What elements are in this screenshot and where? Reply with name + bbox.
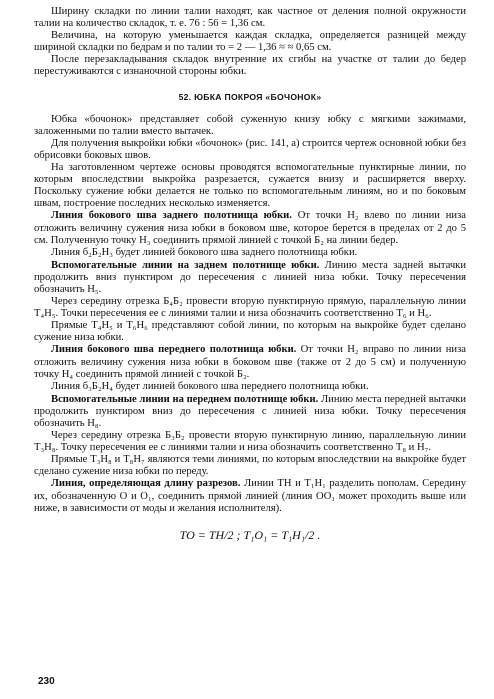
paragraph: После перезакладывания складок внутренние их сгибы на участке от талии до бедер перестуживаются с изнаночной стороны юбки. bbox=[34, 54, 466, 78]
page-body bbox=[34, 6, 466, 541]
subheading: Линия бокового шва заднего полотнища юбки. bbox=[51, 210, 292, 222]
formula: TO = TH/2 ; T₁O₁ = T₁H₁/2 . bbox=[179, 527, 321, 542]
paragraph-text: От точки H₂ вправо по линии низа отложить величину сужения низа юбки в боковом шве (также от 2 до 5 см) и полученную точку H₄ соединить прямой линией с точкой Б₂. bbox=[34, 344, 466, 380]
paragraph: Через середину отрезка Б₃Б₂ провести вторую пунктирную линию, параллельную линии T₃H₈. Точку пересечения ее с линиями талии и низа обозначить соответственно T₈ и H₇. bbox=[34, 430, 466, 454]
section-heading: 52. ЮБКА ПОКРОЯ «БОЧОНОК» bbox=[178, 91, 322, 102]
paragraph: Величина, на которую уменьшается каждая складка, определяется разницей между шириной складки по бедрам и по талии то = 2 — 1,36 ≈ ≈ 0,65 см. bbox=[34, 30, 466, 54]
paragraph-text: Линию места задней вытачки продолжить вниз пунктиром до пересечения с линией низа юбки. Точку пересечения обозначить H₅. bbox=[34, 259, 467, 295]
paragraph: Линия б₃Б₂H₄ будет линией бокового шва переднего полотнища юбки. bbox=[51, 380, 369, 392]
paragraph-text: От точки H₂ влево по линии низа отложить величину сужения низа юбки в боковом шве, которое берется в пределах от 2 до 5 см. Полученную точку H₃ соединить прямой линией с точкой Б₂ на линии бедер. bbox=[34, 210, 466, 246]
page-number: 230 bbox=[38, 676, 55, 687]
paragraph-text: Линию места передней вытачки продолжить пунктиром вниз до пересечения с линией низа юбки. Точку пересечения обозначить H₈. bbox=[34, 393, 466, 429]
paragraph bbox=[34, 210, 466, 246]
paragraph: На заготовленном чертеже основы проводятся вспомогательные пунктирные линии, по которым впоследствии выкройка разрезается, сужается внизу и расширяется вверху. Поскольку сужение юбки делается не только по вспомогательным линиям, но и по боковым швам, построение последних несколько изменяется. bbox=[34, 162, 466, 210]
paragraph: Прямые T₄H₅ и T₆H₆ представляют собой линии, по которым на выкройке будет сделано сужение низа юбки. bbox=[34, 320, 466, 344]
paragraph: Линия б₂Б₂Н₃ будет линией бокового шва заднего полотнища юбки. bbox=[51, 246, 358, 258]
subheading: Вспомогательные линии на заднем полотнище юбки. bbox=[51, 259, 320, 271]
paragraph: Для получения выкройки юбки «бочонок» (рис. 141, а) строится чертеж основной юбки без обрисовки боковых швов. bbox=[34, 137, 466, 161]
paragraph-text: Линии TH и T₁H₁ разделить пополам. Середину их, обозначенную O и O₁, соединить прямой линией (линия OO₁ может проходить выше или ниже, в зависимости от моды и желания исполнителя). bbox=[34, 478, 466, 514]
subheading: Линия, определяющая длину разрезов. bbox=[51, 478, 241, 490]
paragraph: Ширину складки по линии талии находят, как частное от деления полной окружности талии на количество складок, т. е. 76 : 56 = 1,36 см. bbox=[34, 6, 466, 30]
subheading: Линия бокового шва переднего полотнища юбки. bbox=[51, 344, 297, 356]
paragraph: Через середину отрезка Б₄Б₂ провести вторую пунктирную прямую, параллельную линии T₄H₅. Точки пересечения ее с линиями талии и низа обозначить соответственно T₆ и H₆. bbox=[34, 296, 466, 320]
paragraph bbox=[34, 478, 466, 514]
paragraph bbox=[34, 394, 466, 430]
paragraph: Прямые T₃H₈ и T₈H₇ являются теми линиями, по которым впоследствии на выкройке будет сделано сужение низа юбки по переду. bbox=[34, 454, 466, 478]
subheading: Вспомогательные линии на переднем полотнище юбки. bbox=[51, 393, 319, 405]
paragraph: Юбка «бочонок» представляет собой суженную книзу юбку с мягкими зажимами, заложенными по талии вместо вытачек. bbox=[34, 113, 466, 137]
paragraph bbox=[34, 344, 466, 380]
paragraph bbox=[34, 260, 466, 296]
